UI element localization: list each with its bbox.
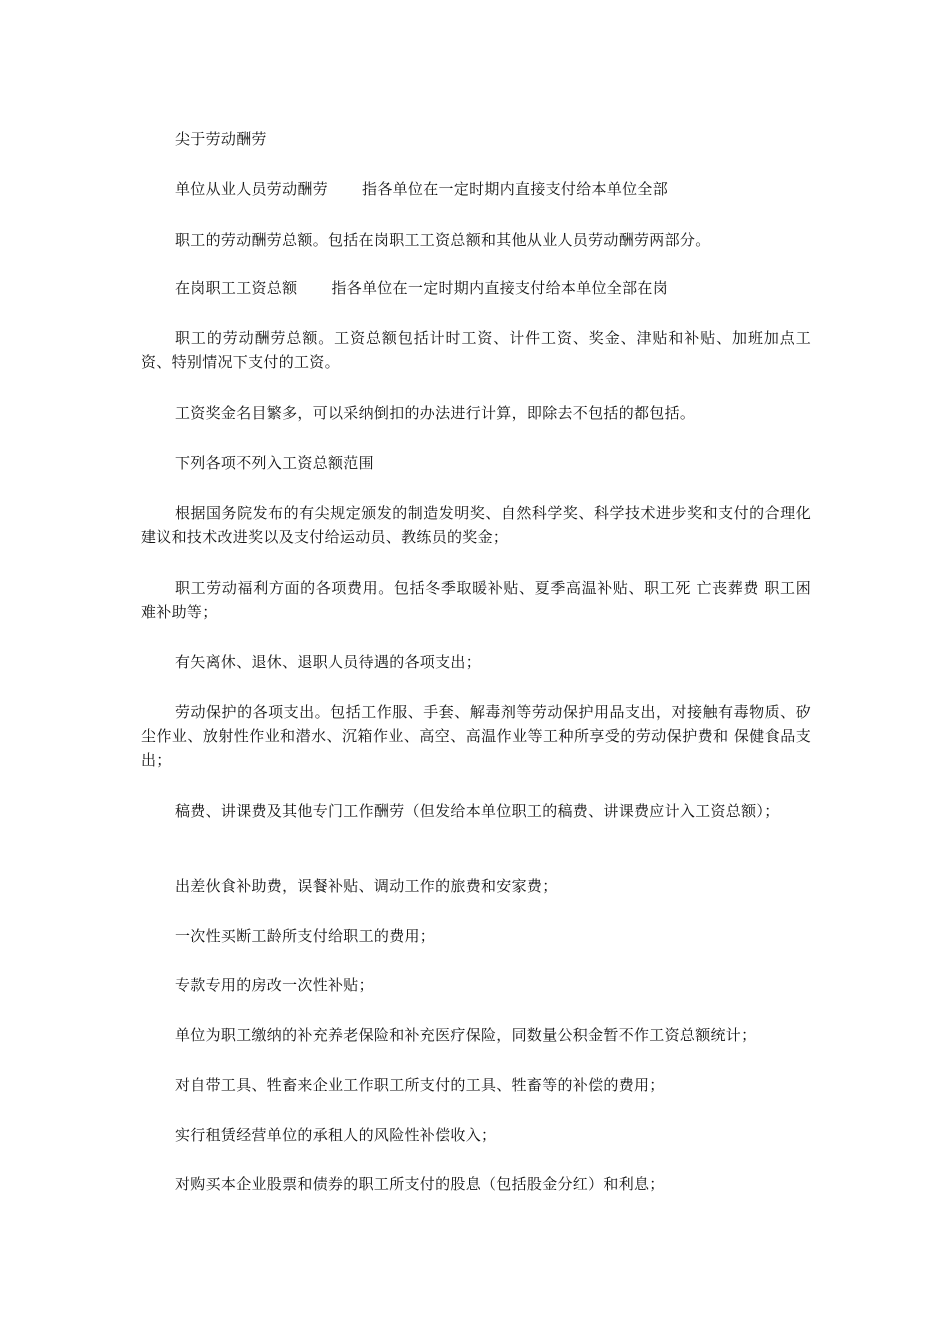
list-item-welfare: 职工劳动福利方面的各项费用。包括冬季取暖补贴、夏季高温补贴、职工死 亡丧葬费 职工困难补助等； (141, 579, 811, 621)
list-item-manuscript-fees: 稿费、讲课费及其他专门工作酬劳（但发给本单位职工的稿费、讲课费应计入工资总额）； (175, 802, 780, 820)
definition-text-2: 指各单位在一定时期内直接支付给本单位全部在岗 (331, 279, 669, 297)
heading-labor-remuneration: 尖于劳动酬劳 (175, 130, 267, 148)
paragraph-total-remuneration: 职工的劳动酬劳总额。包括在岗职工工资总额和其他从业人员劳动酬劳两部分。 (175, 231, 711, 249)
paragraph-exclusions-heading: 下列各项不列入工资总额范围 (175, 454, 374, 472)
list-item-retirement: 有矢离休、退休、退职人员待遇的各项支出； (175, 653, 482, 671)
definition-term-2: 在岗职工工资总额 (175, 279, 298, 297)
definition-text-1: 指各单位在一定时期内直接支付给本单位全部 (362, 180, 669, 198)
definition-line-1 (141, 177, 811, 201)
list-item-labor-protection: 劳动保护的各项支出。包括工作服、手套、解毒剂等劳动保护用品支出，对接触有毒物质、矽尘作业、放射性作业和潜水、沉箱作业、高空、高温作业等工种所享受的劳动保护费和 保健食品支出； (141, 703, 811, 769)
paragraph-bonus-calculation: 工资奖金名目繁多，可以采纳倒扣的办法进行计算，即除去不包括的都包括。 (175, 404, 696, 422)
definition-term-1: 单位从业人员劳动酬劳 (175, 180, 329, 198)
list-item-lease-income: 实行租赁经营单位的承租人的风险性补偿收入； (175, 1126, 497, 1144)
definition-line-2 (141, 276, 811, 300)
list-item-tools-compensation: 对自带工具、牲畜来企业工作职工所支付的工具、牲畜等的补偿的费用； (175, 1076, 665, 1094)
list-item-dividends: 对购买本企业股票和债券的职工所支付的股息（包括股金分红）和利息； (175, 1175, 665, 1193)
list-item-housing-subsidy: 专款专用的房改一次性补贴； (175, 976, 374, 994)
list-item-insurance: 单位为职工缴纳的补充养老保险和补充医疗保险，同数量公积金暂不作工资总额统计； (175, 1026, 757, 1044)
list-item-travel-allowance: 出差伙食补助费，误餐补贴、调动工作的旅费和安家费； (175, 877, 558, 895)
list-item-buyout: 一次性买断工龄所支付给职工的费用； (175, 927, 436, 945)
list-item-awards: 根据国务院发布的有尖规定颁发的制造发明奖、自然科学奖、科学技术进步奖和支付的合理化建议和技术改进奖以及支付给运动员、教练员的奖金； (141, 504, 811, 546)
paragraph-wage-composition: 职工的劳动酬劳总额。工资总额包括计时工资、计件工资、奖金、津贴和补贴、加班加点工 资、特别情况下支付的工资。 (141, 329, 811, 371)
